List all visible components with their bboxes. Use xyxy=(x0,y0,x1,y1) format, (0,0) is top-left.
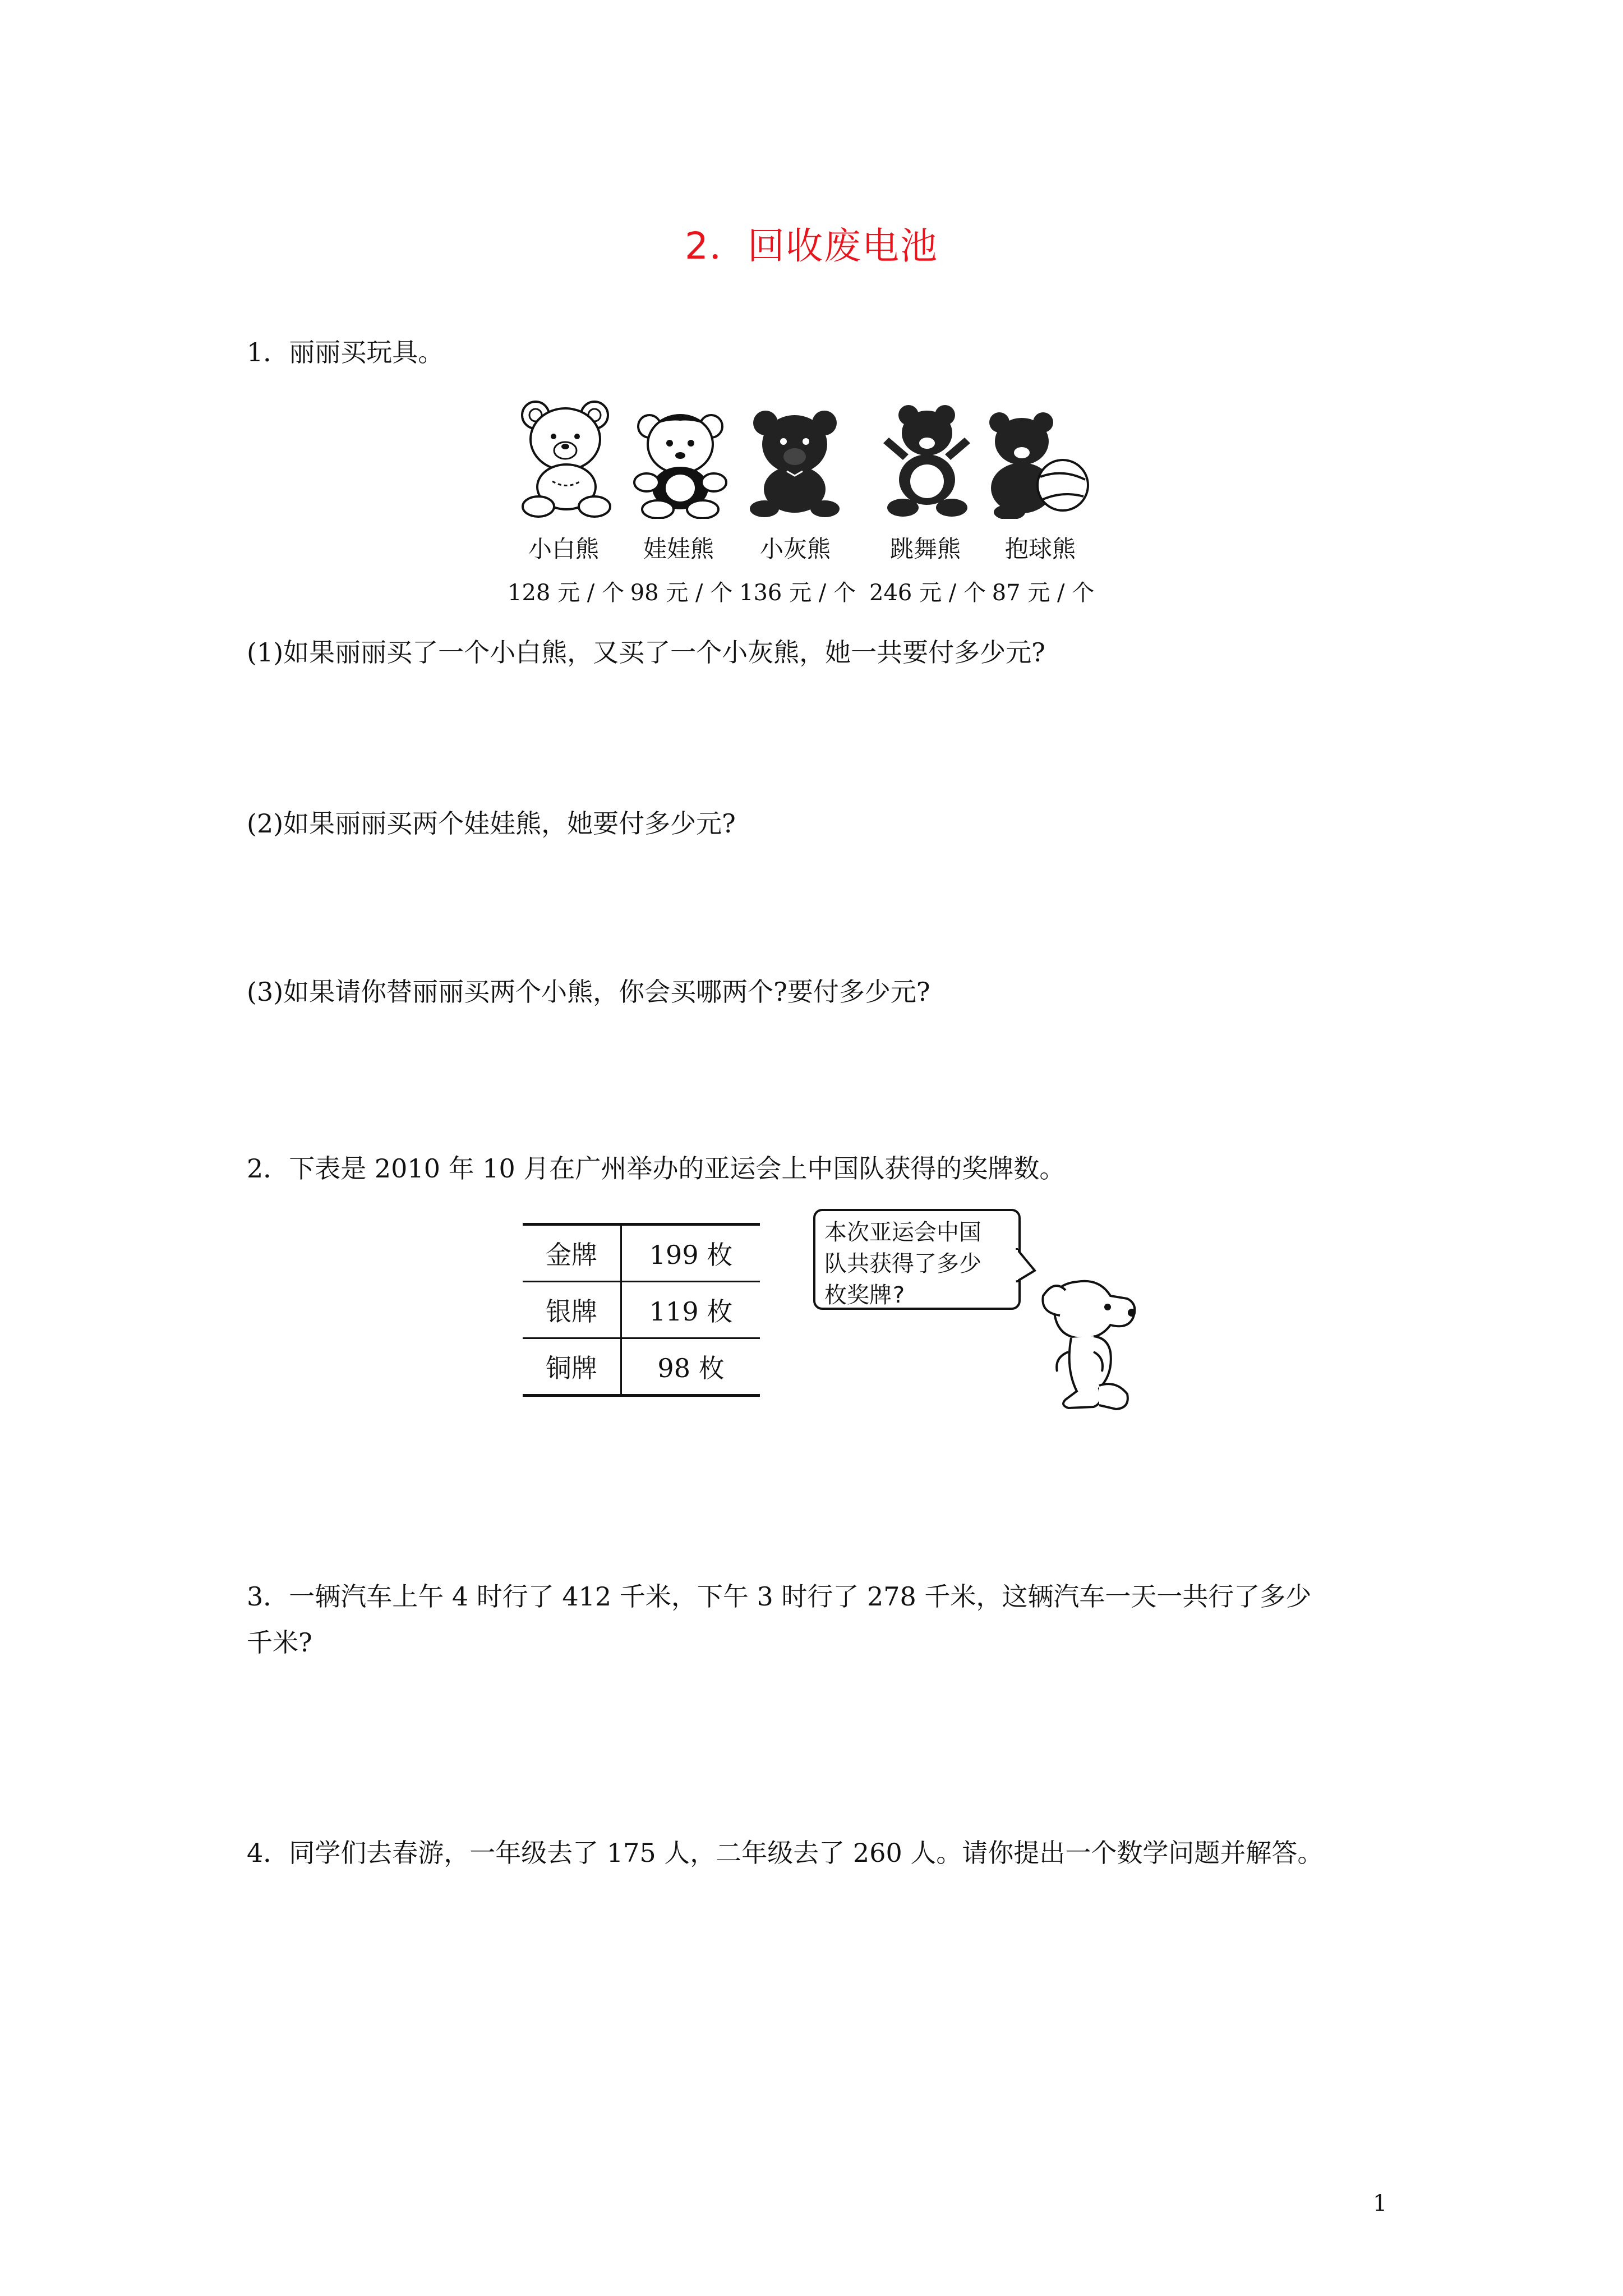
doll-bear-icon xyxy=(633,404,728,519)
toy-price-white-bear: 128 元 / 个 xyxy=(508,580,624,606)
toy-price-doll-bear: 98 元 / 个 xyxy=(630,580,733,606)
page-title: 2．回收废电池 xyxy=(685,224,938,268)
toy-name-ball-bear: 抱球熊 xyxy=(1004,535,1076,563)
toy-price-ball-bear: 87 元 / 个 xyxy=(992,580,1095,606)
table-row xyxy=(523,1338,760,1396)
speech-bubble xyxy=(813,1209,1021,1310)
question-2-heading: 2．下表是 2010 年 10 月在广州举办的亚运会上中国队获得的奖牌数。 xyxy=(247,1153,1066,1184)
bubble-line-3: 枚奖牌? xyxy=(824,1282,906,1308)
question-1-part-2: (2)如果丽丽买两个娃娃熊，她要付多少元? xyxy=(247,808,736,839)
dancing-bear-icon xyxy=(878,398,976,519)
medal-count-gold: 199 枚 xyxy=(649,1240,733,1270)
ball-bear-icon xyxy=(987,407,1094,519)
medal-type-bronze: 铜牌 xyxy=(523,1338,621,1396)
medal-type-silver: 银牌 xyxy=(523,1282,621,1338)
question-3-line-2: 千米? xyxy=(247,1627,312,1658)
medal-count-bronze: 98 枚 xyxy=(657,1353,725,1383)
gray-bear-icon xyxy=(749,405,841,517)
toy-name-dancing-bear: 跳舞熊 xyxy=(889,535,961,563)
question-3-line-1: 3．一辆汽车上午 4 时行了 412 千米，下午 3 时行了 278 千米，这辆汽车一天一共行了多少 xyxy=(247,1581,1312,1612)
table-row xyxy=(523,1282,760,1338)
toy-price-gray-bear: 136 元 / 个 xyxy=(739,580,856,606)
bubble-line-1: 本次亚运会中国 xyxy=(824,1220,981,1245)
toy-name-gray-bear: 小灰熊 xyxy=(759,535,831,563)
question-1-part-3: (3)如果请你替丽丽买两个小熊，你会买哪两个?要付多少元? xyxy=(247,977,930,1007)
dog-mascot-icon xyxy=(1032,1273,1144,1425)
question-1-part-1: (1)如果丽丽买了一个小白熊，又买了一个小灰熊，她一共要付多少元? xyxy=(247,637,1045,668)
toy-name-doll-bear: 娃娃熊 xyxy=(643,535,714,563)
question-4: 4．同学们去春游，一年级去了 175 人，二年级去了 260 人。请你提出一个数学问题并解答。 xyxy=(247,1838,1324,1868)
white-bear-icon xyxy=(519,397,614,518)
toy-name-white-bear: 小白熊 xyxy=(528,535,599,563)
bubble-line-2: 队共获得了多少 xyxy=(824,1251,981,1277)
question-1-heading: 1．丽丽买玩具。 xyxy=(247,337,444,367)
medal-table xyxy=(523,1223,760,1397)
medal-count-silver: 119 枚 xyxy=(649,1296,733,1327)
page-number: 1 xyxy=(1373,2191,1387,2216)
table-row xyxy=(523,1225,760,1282)
medal-type-gold: 金牌 xyxy=(523,1225,621,1282)
toy-price-dancing-bear: 246 元 / 个 xyxy=(869,580,986,606)
